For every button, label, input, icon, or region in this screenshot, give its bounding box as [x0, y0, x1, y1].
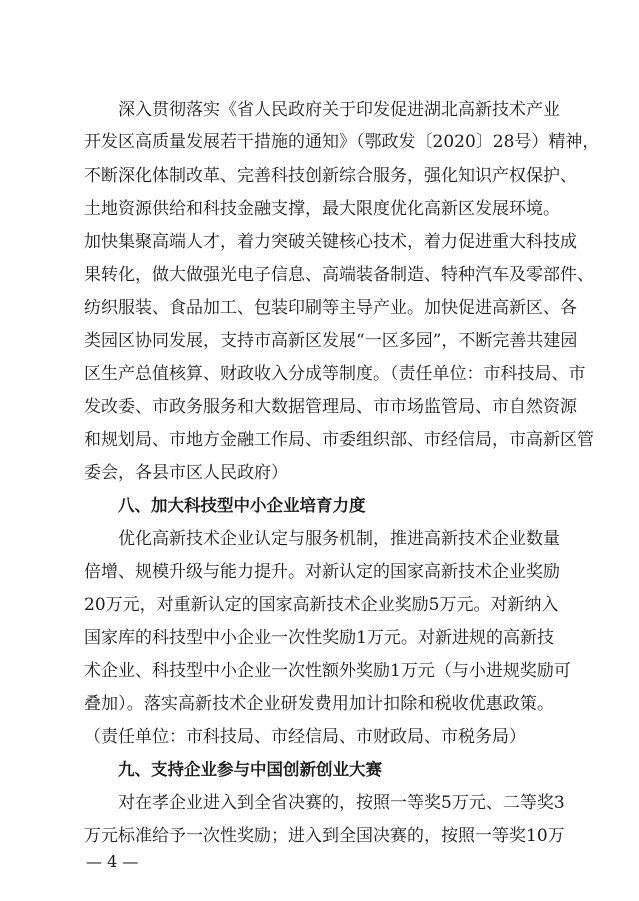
paragraph-line: 加快集聚高端人才，着力突破关键核心技术，着力促进重大科技成 — [84, 232, 577, 252]
paragraph-line: 对在孝企业进入到全省决赛的，按照一等奖5万元、二等奖3 — [118, 793, 565, 813]
paragraph-line: 果转化，做大做强光电子信息、高端装备制造、特种汽车及零部件、 — [84, 265, 594, 285]
paragraph-line: 深入贯彻落实《省人民政府关于印发促进湖北高新技术产业 — [118, 100, 560, 120]
paragraph-line: 不断深化体制改革、完善科技创新综合服务，强化知识产权保护、 — [84, 166, 577, 186]
paragraph-line: 委会，各县市区人民政府） — [84, 463, 288, 483]
paragraph-line: 类园区协同发展，支持市高新区发展“一区多园”，不断完善共建园 — [84, 331, 578, 351]
paragraph-line: 土地资源供给和科技金融支撑，最大限度优化高新区发展环境。 — [84, 199, 560, 219]
section-heading-8: 八、加大科技型中小企业培育力度 — [118, 496, 366, 515]
paragraph-line: 20万元，对重新认定的国家高新技术企业奖励5万元。对新纳入 — [84, 595, 559, 615]
paragraph-line: 国家库的科技型中小企业一次性奖励1万元。对新进规的高新技 — [84, 628, 554, 648]
paragraph-line: 万元标准给予一次性奖励；进入到全国决赛的，按照一等奖10万 — [84, 826, 565, 846]
paragraph-line: 开发区高质量发展若干措施的通知》（鄂政发〔2020〕28号）精神， — [84, 132, 600, 152]
section-heading-9: 九、支持企业参与中国创新创业大赛 — [118, 760, 382, 779]
paragraph-line: 叠加）。落实高新技术企业研发费用加计扣除和税收优惠政策。 — [84, 694, 554, 714]
paragraph-line: （责任单位：市科技局、市经信局、市财政局、市税务局） — [84, 727, 526, 747]
page-number: — 4 — — [86, 852, 139, 871]
paragraph-line: 发改委、市政务服务和大数据管理局、市市场监管局、市自然资源 — [84, 397, 577, 417]
paragraph-line: 术企业、科技型中小企业一次性额外奖励1万元（与小进规奖励可 — [84, 661, 571, 681]
paragraph-line: 纺织服装、食品加工、包装印刷等主导产业。加快促进高新区、各 — [84, 298, 577, 318]
paragraph-line: 区生产总值核算、财政收入分成等制度。（责任单位：市科技局、市 — [84, 364, 586, 384]
paragraph-line: 倍增、规模升级与能力提升。对新认定的国家高新技术企业奖励 — [84, 562, 560, 582]
paragraph-line: 优化高新技术企业认定与服务机制，推进高新技术企业数量 — [118, 529, 560, 549]
paragraph-line: 和规划局、市地方金融工作局、市委组织部、市经信局，市高新区管 — [84, 430, 594, 450]
